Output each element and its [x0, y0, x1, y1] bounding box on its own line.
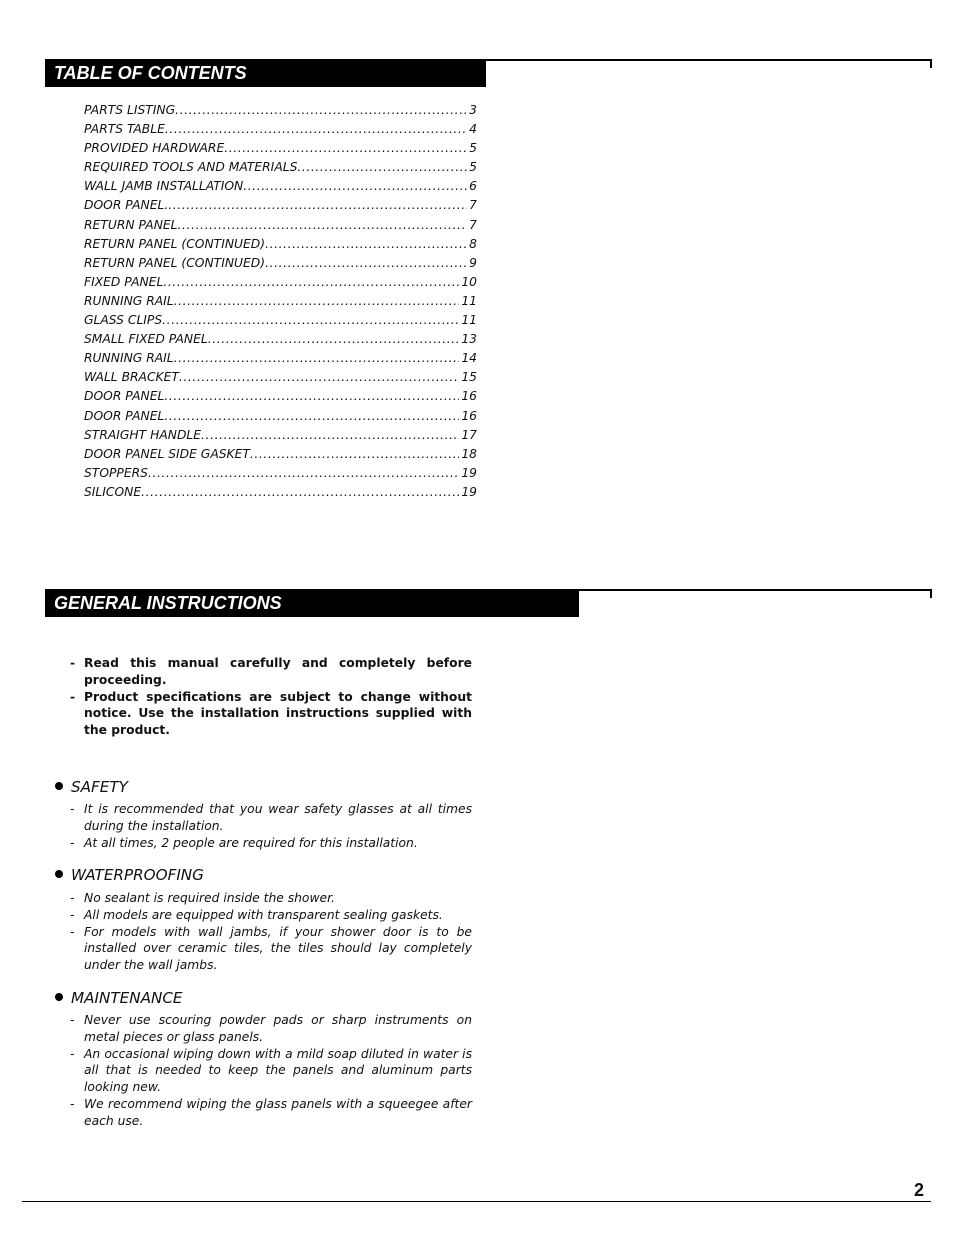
toc-entry-page: 16 [461, 408, 477, 423]
toc-leader-dots [179, 370, 459, 384]
toc-leader-dots [141, 485, 459, 499]
toc-entry-label: STOPPERS [84, 465, 148, 480]
toc-leader-dots [165, 122, 467, 136]
toc-entry-page: 7 [469, 217, 477, 232]
toc-leader-dots [174, 294, 460, 308]
list-item: - Never use scouring powder pads or sharp instruments on metal pieces or glass panels. [70, 1013, 472, 1044]
toc-entry [84, 122, 477, 141]
toc-leader-dots [175, 103, 467, 117]
toc-entry-page: 18 [461, 446, 477, 461]
toc-entry-page: 15 [461, 370, 477, 385]
safety-heading: SAFETY [55, 778, 128, 796]
toc-entry-page: 6 [469, 179, 477, 194]
waterproofing-list [70, 890, 472, 974]
toc-leader-dots [148, 466, 459, 480]
toc-entry [84, 275, 477, 294]
toc-entry-label: DOOR PANEL SIDE GASKET [84, 446, 250, 461]
toc-entry [84, 370, 477, 389]
toc-entry-page: 9 [469, 255, 477, 270]
general-header-rule-end [930, 589, 932, 598]
toc-entry-label: RETURN PANEL [84, 217, 178, 232]
toc-entry-label: GLASS CLIPS [84, 313, 163, 328]
list-item: - Product specifications are subject to change without notice. Use the installation instructions supplied with the product. [70, 689, 472, 738]
toc-entry [84, 485, 477, 504]
list-item: - Read this manual carefully and completely before proceeding. [70, 656, 472, 687]
toc-leader-dots [174, 351, 460, 365]
toc-entry [84, 160, 477, 179]
toc-entry-page: 8 [469, 236, 477, 251]
toc-entry-page: 14 [461, 351, 477, 366]
toc-leader-dots [162, 313, 459, 327]
toc-leader-dots [297, 160, 467, 174]
general-header-rule [579, 589, 932, 591]
toc-entry [84, 428, 477, 447]
toc-list [84, 103, 477, 504]
toc-title: TABLE OF CONTENTS [54, 63, 247, 83]
toc-entry-label: SILICONE [84, 484, 142, 499]
toc-entry-page: 5 [469, 160, 477, 175]
toc-leader-dots [265, 256, 467, 270]
toc-entry [84, 294, 477, 313]
footer-rule [22, 1201, 931, 1202]
toc-entry [84, 447, 477, 466]
toc-entry-page: 10 [461, 274, 477, 289]
toc-entry-label: WALL JAMB INSTALLATION [84, 179, 244, 194]
toc-entry [84, 389, 477, 408]
toc-header-bar [45, 59, 486, 87]
maintenance-list [70, 1012, 472, 1130]
toc-leader-dots [201, 428, 459, 442]
list-item: - At all times, 2 people are required for this installation. [70, 835, 418, 850]
toc-entry [84, 256, 477, 275]
toc-leader-dots [168, 198, 467, 212]
general-title: GENERAL INSTRUCTIONS [54, 593, 282, 613]
toc-leader-dots [224, 141, 467, 155]
toc-entry-page: 19 [461, 484, 477, 499]
toc-entry [84, 237, 477, 256]
toc-entry-label: PARTS LISTING [84, 103, 176, 117]
toc-entry-label: RETURN PANEL (CONTINUED) [84, 236, 266, 251]
list-item: - It is recommended that you wear safety glasses at all times during the installation. [70, 802, 472, 833]
intro-list [70, 655, 472, 739]
bullet-dot-icon [55, 782, 63, 790]
toc-entry-page: 5 [469, 141, 477, 156]
toc-entry-label: DOOR PANEL [84, 408, 165, 423]
toc-entry [84, 351, 477, 370]
toc-entry-label: RUNNING RAIL [84, 293, 174, 308]
toc-entry [84, 332, 477, 351]
toc-entry-page: 19 [461, 465, 477, 480]
toc-entry-label: PARTS TABLE [84, 122, 165, 137]
toc-leader-dots [164, 389, 459, 403]
toc-entry-label: FIXED PANEL [84, 274, 164, 289]
toc-leader-dots [163, 275, 459, 289]
toc-entry-page: 13 [461, 332, 477, 347]
list-item: - We recommend wiping the glass panels with a squeegee after each use. [70, 1096, 472, 1128]
toc-entry-label: REQUIRED TOOLS AND MATERIALS [84, 160, 298, 175]
toc-leader-dots [265, 237, 467, 251]
toc-entry-page: 4 [469, 122, 477, 137]
toc-entry [84, 313, 477, 332]
toc-leader-dots [164, 409, 459, 423]
intro-item-1: Read this manual carefully and completely before proceeding. [84, 656, 472, 687]
toc-entry [84, 141, 477, 160]
maintenance-heading: MAINTENANCE [55, 989, 183, 1007]
toc-entry-label: RUNNING RAIL [84, 351, 174, 366]
toc-entry [84, 179, 477, 198]
toc-entry-page: 3 [469, 103, 477, 117]
page-number: 2 [914, 1180, 925, 1200]
toc-entry-page: 16 [461, 389, 477, 404]
toc-header-rule [486, 59, 932, 61]
toc-entry-page: 17 [461, 427, 477, 442]
list-item: - No sealant is required inside the shower. [70, 891, 335, 905]
toc-entry [84, 218, 477, 237]
toc-entry [84, 198, 477, 217]
toc-entry-label: DOOR PANEL. [84, 198, 169, 213]
toc-leader-dots [178, 218, 468, 232]
toc-entry-label: RETURN PANEL (CONTINUED) [84, 255, 266, 270]
toc-entry [84, 103, 477, 122]
toc-entry-page: 11 [461, 313, 477, 328]
list-item: - All models are equipped with transparent sealing gaskets. [70, 907, 443, 922]
intro-item-2: Product specifications are subject to change without notice. Use the installation instructions supplied with the product. [84, 689, 472, 738]
list-item: - For models with wall jambs, if your shower door is to be installed over ceramic tiles, the tiles should lay completely under the wall jambs. [70, 924, 472, 973]
general-header-bar [45, 589, 579, 617]
toc-entry-label: DOOR PANEL [84, 389, 165, 404]
toc-entry-page: 11 [461, 293, 477, 308]
toc-entry [84, 409, 477, 428]
safety-list [70, 801, 472, 851]
toc-entry [84, 466, 477, 485]
toc-leader-dots [243, 179, 467, 193]
toc-leader-dots [208, 332, 460, 346]
toc-entry-label: WALL BRACKET [84, 370, 179, 385]
toc-header-rule-end [930, 59, 932, 68]
waterproofing-heading: WATERPROOFING [55, 866, 204, 884]
toc-entry-page: 7 [469, 198, 477, 213]
toc-entry-label: SMALL FIXED PANEL [84, 332, 208, 347]
list-item: - An occasional wiping down with a mild soap diluted in water is all that is needed to keep the panels and aluminum parts looking new. [70, 1046, 472, 1095]
bullet-dot-icon [55, 870, 63, 878]
toc-entry-label: PROVIDED HARDWARE [84, 141, 225, 156]
toc-entry-label: STRAIGHT HANDLE [84, 427, 202, 442]
toc-leader-dots [250, 447, 459, 461]
bullet-dot-icon [55, 993, 63, 1001]
